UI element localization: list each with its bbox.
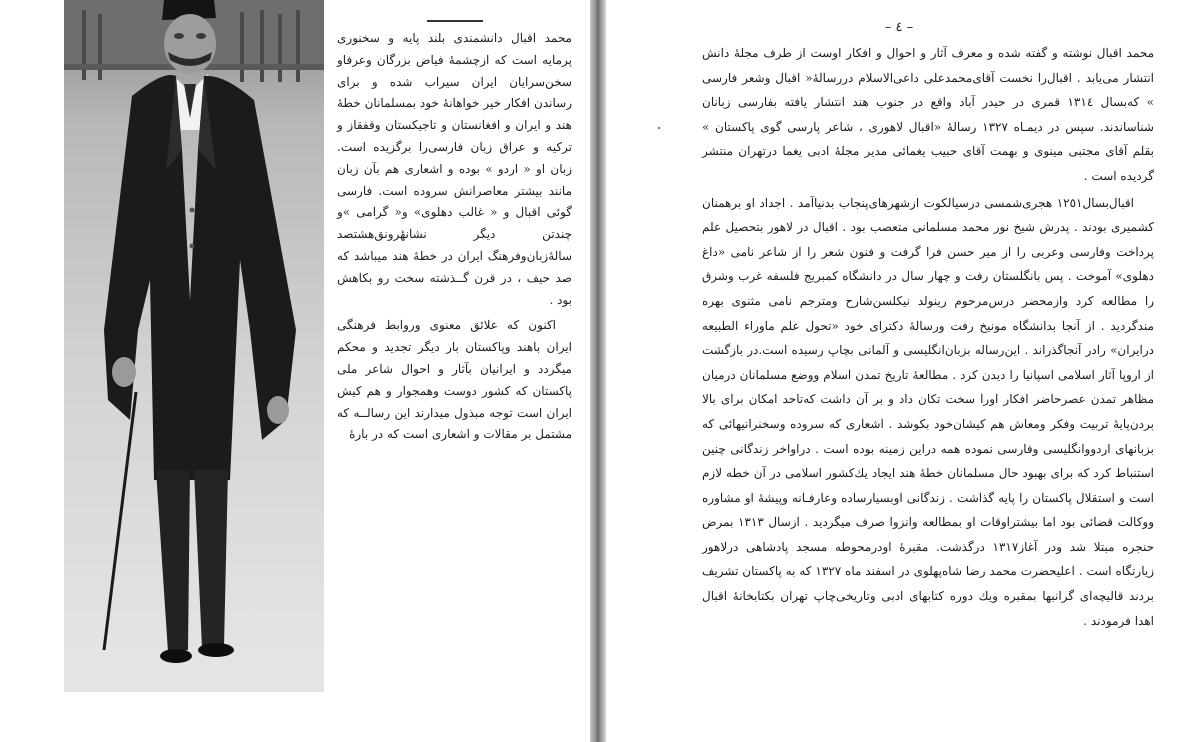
right-paragraph-2: اقبال‌بسال١٢٥١ هجری‌شمسی درسیالکوت ازشهرهای‌پنجاب بدنیاآمد . اجداد او برهمنان کشمیری بودند . پدرش شیخ نور محمد مسلمانی متعصب بود . اقبال در لاهور بتحصیل علم پرداخت وفارسی وعربی را از میر حسن فرا گرفت و فنون شعر را از شاعر نامی «داغ دهلوی» آموخت . پس بانگلستان رفت و چهار سال در دانشگاه کمبریج فلسفه غرب وشرق را مطالعه کرد وازمحضر درس‌مرحوم رینولد نیکلسن‌شارح ومترجم نامی مثنوی بهره مندگردید . از آنجا بدانشگاه مونیخ رفت ورسالهٔ دکترای خود «تحول علم ماوراء الطبیعه درایران» رادر آنجاگذراند . این‌رساله بزبان‌انگلیسی و آلمانی بچاپ رسیده است.در بازگشت از اروپا آثار اسلامی اسپانیا را دیدن کرد . مطالعهٔ تاریخ تمدن اسلام ووضع مسلمانان درمیان مظاهر تمدن عصرحاضر افکار اورا سخت تکان داد و بر آن داشت که‌تاحد امکان برای بالا بردن‌پایهٔ تربیت وفکر ومعاش هم کیشان‌خود بکوشد . اشعاری که سروده وسخنرانیهائی که بزبانهای اردوو‌انگلیسی وفارسی نموده همه دراین زمینه بوده است . دراواخر زندگانی چنین استنباط کرد که برای بهبود حال مسلمانان خطهٔ هند ایجاد یك‌کشور اسلامی در آن خطه لازم است و استقلال پاکستان را پایه گذاشت . زندگانی اوبسیارساده وعارفـانه وپیشهٔ او مشاوره ووکالت قضائی بود اما بیشتراوقات او بمطالعه وانزوا صرف میگردید . ازسال ١٣١٣ بمرض حنجره مبتلا شد ودر آغاز١٣١٧ درگذشت. مقبرهٔ اودرمحوطه مسجد پادشاهی درلاهور زیارتگاه است . اعلیحضرت محمد رضا شاه‌پهلوی در اسفند ماه ١٣٢٧ که به پاکستان تشریف بردند قالیچه‌ای گرانبها بمقبره ویك دوره کتابهای ادبی وتاریخی‌چاپ تهران بکتابخانهٔ اقبال اهدا فرمودند .: [702, 195, 1154, 628]
right-paragraph-1: محمد اقبال نوشته و گفته شده و معرف آثار و احوال و افکار اوست از طرف مجلهٔ دانش انتشار می‌یابد . اقبال‌را نخست آقای‌محمدعلی داعی‌الاسلام دررسالهٔ« اقبال وشعر فارسی » که‌بسال ١٣١٤ قمری در حیدر آباد واقع در جنوب هند انتشار یافته بفارسی زبانان شناساندند. سپس در دیمـاه ١٣٢٧ رسالهٔ «اقبال لاهوری ، شاعر پارسی گوی پاکستان » بقلم آقای مجتبی مینوی و بهمت آقای حبیب یغمائی مدیر مجلهٔ ادبی یغما درتهران منتشر گردیده است .: [702, 46, 1154, 183]
portrait-photo: [64, 0, 324, 692]
portrait-figure-image: [64, 0, 324, 692]
book-spine-shadow: [590, 0, 606, 742]
right-body-text: [702, 41, 1154, 633]
left-column-text: [337, 0, 572, 446]
scan-speck: [658, 127, 660, 129]
top-ornament-rule: [337, 0, 572, 28]
right-page: [606, 0, 1192, 742]
left-page: [0, 0, 590, 742]
page-number: – ٤ –: [884, 20, 914, 35]
left-paragraph-2: اکنون که علائق معنوی وروابط فرهنگی ایران باهند وپاکستان بار دیگر تجدید و محکم میگردد و ایرانیان بآثار و احوال شاعر ملی پاکستان که کشور دوست وهمجوار و هم کیش ایران است توجه مبذول میدارند این رسالــه که مشتمل بر مقالات و اشعاری است که در بارهٔ: [337, 318, 572, 442]
left-paragraph-1: محمد اقبال دانشمندی بلند پایه و سخنوری پرمایه است که ازچشمهٔ فیاض بزرگان وعرفاو سخن‌سرایان ایران سیراب شده و برای رساندن افکار خیر خواهانهٔ خود بمسلمانان خطهٔ هند و ایران و افغانستان و تاجیکستان وقفقاز و ترکیه و عراق زبان فارسی‌را برگزیده است. زبان او « اردو » بوده و اشعاری هم بآن زبان مانند بیشتر معاصرانش سروده است. فارسی گوئی اقبال و « غالب دهلوی» و« گرامی »و چندتن دیگر نشانهٔرونق‌هشتصد ساله‌ٔزبان‌وفرهنگ ایران در خطهٔ هند میباشد که صد حیف ، در قرن گــذشته سخت رو بکاهش بود .: [337, 31, 572, 307]
